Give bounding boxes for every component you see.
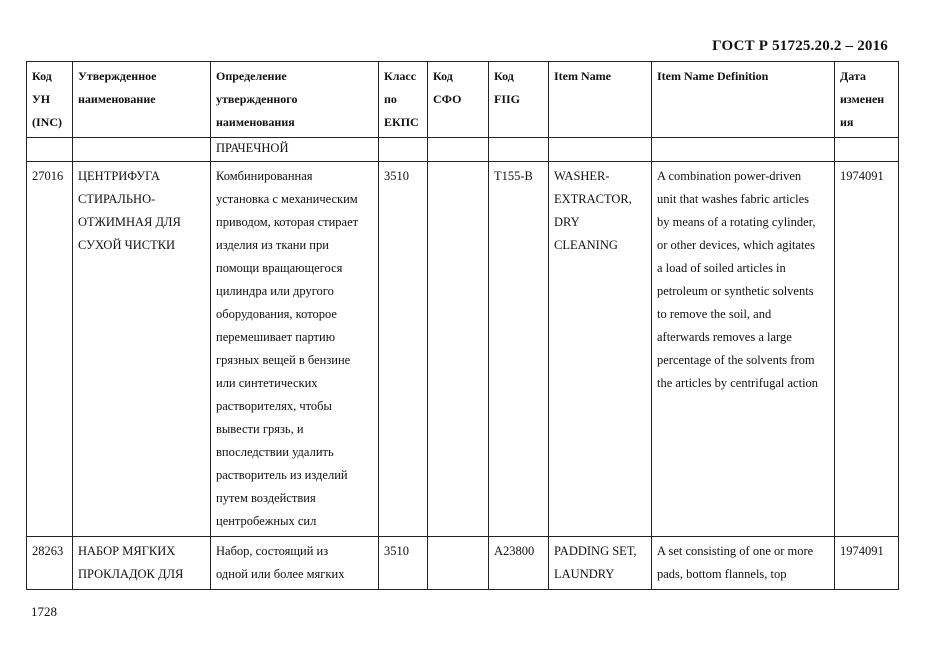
cell-date: 1974091	[835, 537, 899, 590]
cell-item-name	[549, 138, 652, 162]
text-line: наименование	[78, 92, 156, 106]
page-number: 1728	[31, 604, 57, 619]
header-date	[835, 62, 899, 138]
text-line: EXTRACTOR,	[554, 192, 632, 206]
text-line: изменен	[840, 92, 885, 106]
cell-definition	[211, 537, 379, 590]
text-line: Комбинированная	[216, 169, 313, 183]
document-header: ГОСТ Р 51725.20.2 – 2016	[712, 38, 888, 54]
text-line: Item Name	[554, 69, 611, 83]
text-line: Набор, состоящий из	[216, 544, 329, 558]
text-line: A combination power-driven	[657, 169, 802, 183]
cell-sfo	[428, 138, 489, 162]
text-line: утвержденного	[216, 92, 298, 106]
cell-item-definition	[652, 138, 835, 162]
cell-definition: ПРАЧЕЧНОЙ	[211, 138, 379, 162]
cell-item-name	[549, 162, 652, 537]
cell-date	[835, 138, 899, 162]
text-line: ПРОКЛАДОК ДЛЯ	[78, 567, 184, 581]
text-line: to remove the soil, and	[657, 307, 772, 321]
text-line: или синтетических	[216, 376, 318, 390]
text-line: petroleum or synthetic solvents	[657, 284, 814, 298]
text-line: изделия из ткани при	[216, 238, 329, 252]
cell-name	[73, 537, 211, 590]
text-line: the articles by centrifugal action	[657, 376, 819, 390]
text-line: ОТЖИМНАЯ ДЛЯ	[78, 215, 181, 229]
text-line: Item Name Definition	[657, 69, 769, 83]
continuation-row	[27, 138, 899, 162]
cell-class	[379, 138, 428, 162]
text-line: Класс	[384, 69, 417, 83]
text-line: Определение	[216, 69, 287, 83]
text-line: грязных вещей в бензине	[216, 353, 351, 367]
cell-fiig: T155-B	[489, 162, 549, 537]
cell-date: 1974091	[835, 162, 899, 537]
header-item-name	[549, 62, 652, 138]
text-line: СУХОЙ ЧИСТКИ	[78, 238, 176, 252]
cell-inc	[27, 138, 73, 162]
header-class	[379, 62, 428, 138]
cell-fiig: A23800	[489, 537, 549, 590]
table-row	[27, 537, 899, 590]
cell-item-definition	[652, 162, 835, 537]
cell-inc: 27016	[27, 162, 73, 537]
cell-sfo	[428, 537, 489, 590]
cell-class: 3510	[379, 537, 428, 590]
text-line: одной или более мягких	[216, 567, 345, 581]
header-approved-name	[73, 62, 211, 138]
text-line: DRY	[554, 215, 580, 229]
cell-item-definition	[652, 537, 835, 590]
text-line: путем воздействия	[216, 491, 316, 505]
text-line: LAUNDRY	[554, 567, 615, 581]
text-line: вывести грязь, и	[216, 422, 304, 436]
text-line: Дата	[840, 69, 866, 83]
text-line: СТИРАЛЬНО-	[78, 192, 156, 206]
header-definition	[211, 62, 379, 138]
text-line: PADDING SET,	[554, 544, 637, 558]
text-line: цилиндра или другого	[216, 284, 334, 298]
cell-sfo	[428, 162, 489, 537]
header-inc	[27, 62, 73, 138]
text-line: CLEANING	[554, 238, 618, 252]
text-line: перемешивает партию	[216, 330, 336, 344]
text-line: НАБОР МЯГКИХ	[78, 544, 176, 558]
header-sfo	[428, 62, 489, 138]
text-line: по	[384, 92, 397, 106]
text-line: СФО	[433, 92, 462, 106]
cell-inc: 28263	[27, 537, 73, 590]
text-line: or other devices, which agitates	[657, 238, 815, 252]
text-line: УН	[32, 92, 51, 106]
table-row	[27, 162, 899, 537]
text-line: WASHER-	[554, 169, 610, 183]
cell-definition	[211, 162, 379, 537]
text-line: unit that washes fabric articles	[657, 192, 810, 206]
text-line: Код	[433, 69, 453, 83]
text-line: FIIG	[494, 92, 521, 106]
text-line: впоследствии удалить	[216, 445, 334, 459]
text-line: растворителях, чтобы	[216, 399, 332, 413]
table-header-row	[27, 62, 899, 138]
cell-class: 3510	[379, 162, 428, 537]
catalog-table	[26, 61, 899, 590]
text-line: помощи вращающегося	[216, 261, 343, 275]
text-line: Код	[32, 69, 52, 83]
cell-name	[73, 162, 211, 537]
text-line: a load of soiled articles in	[657, 261, 786, 275]
text-line: растворитель из изделий	[216, 468, 348, 482]
text-line: центробежных сил	[216, 514, 317, 528]
text-line: наименования	[216, 115, 295, 129]
text-line: ЦЕНТРИФУГА	[78, 169, 160, 183]
cell-name	[73, 138, 211, 162]
text-line: ия	[840, 115, 854, 129]
text-line: оборудования, которое	[216, 307, 337, 321]
text-line: Код	[494, 69, 514, 83]
cell-item-name	[549, 537, 652, 590]
text-line: afterwards removes a large	[657, 330, 792, 344]
header-fiig	[489, 62, 549, 138]
text-line: ЕКПС	[384, 115, 419, 129]
text-line: Утвержденное	[78, 69, 157, 83]
text-line: by means of a rotating cylinder,	[657, 215, 816, 229]
text-line: установка с механическим	[216, 192, 358, 206]
text-line: A set consisting of one or more	[657, 544, 814, 558]
header-item-definition	[652, 62, 835, 138]
cell-fiig	[489, 138, 549, 162]
text-line: приводом, которая стирает	[216, 215, 359, 229]
text-line: pads, bottom flannels, top	[657, 567, 787, 581]
text-line: (INC)	[32, 115, 62, 129]
text-line: percentage of the solvents from	[657, 353, 815, 367]
